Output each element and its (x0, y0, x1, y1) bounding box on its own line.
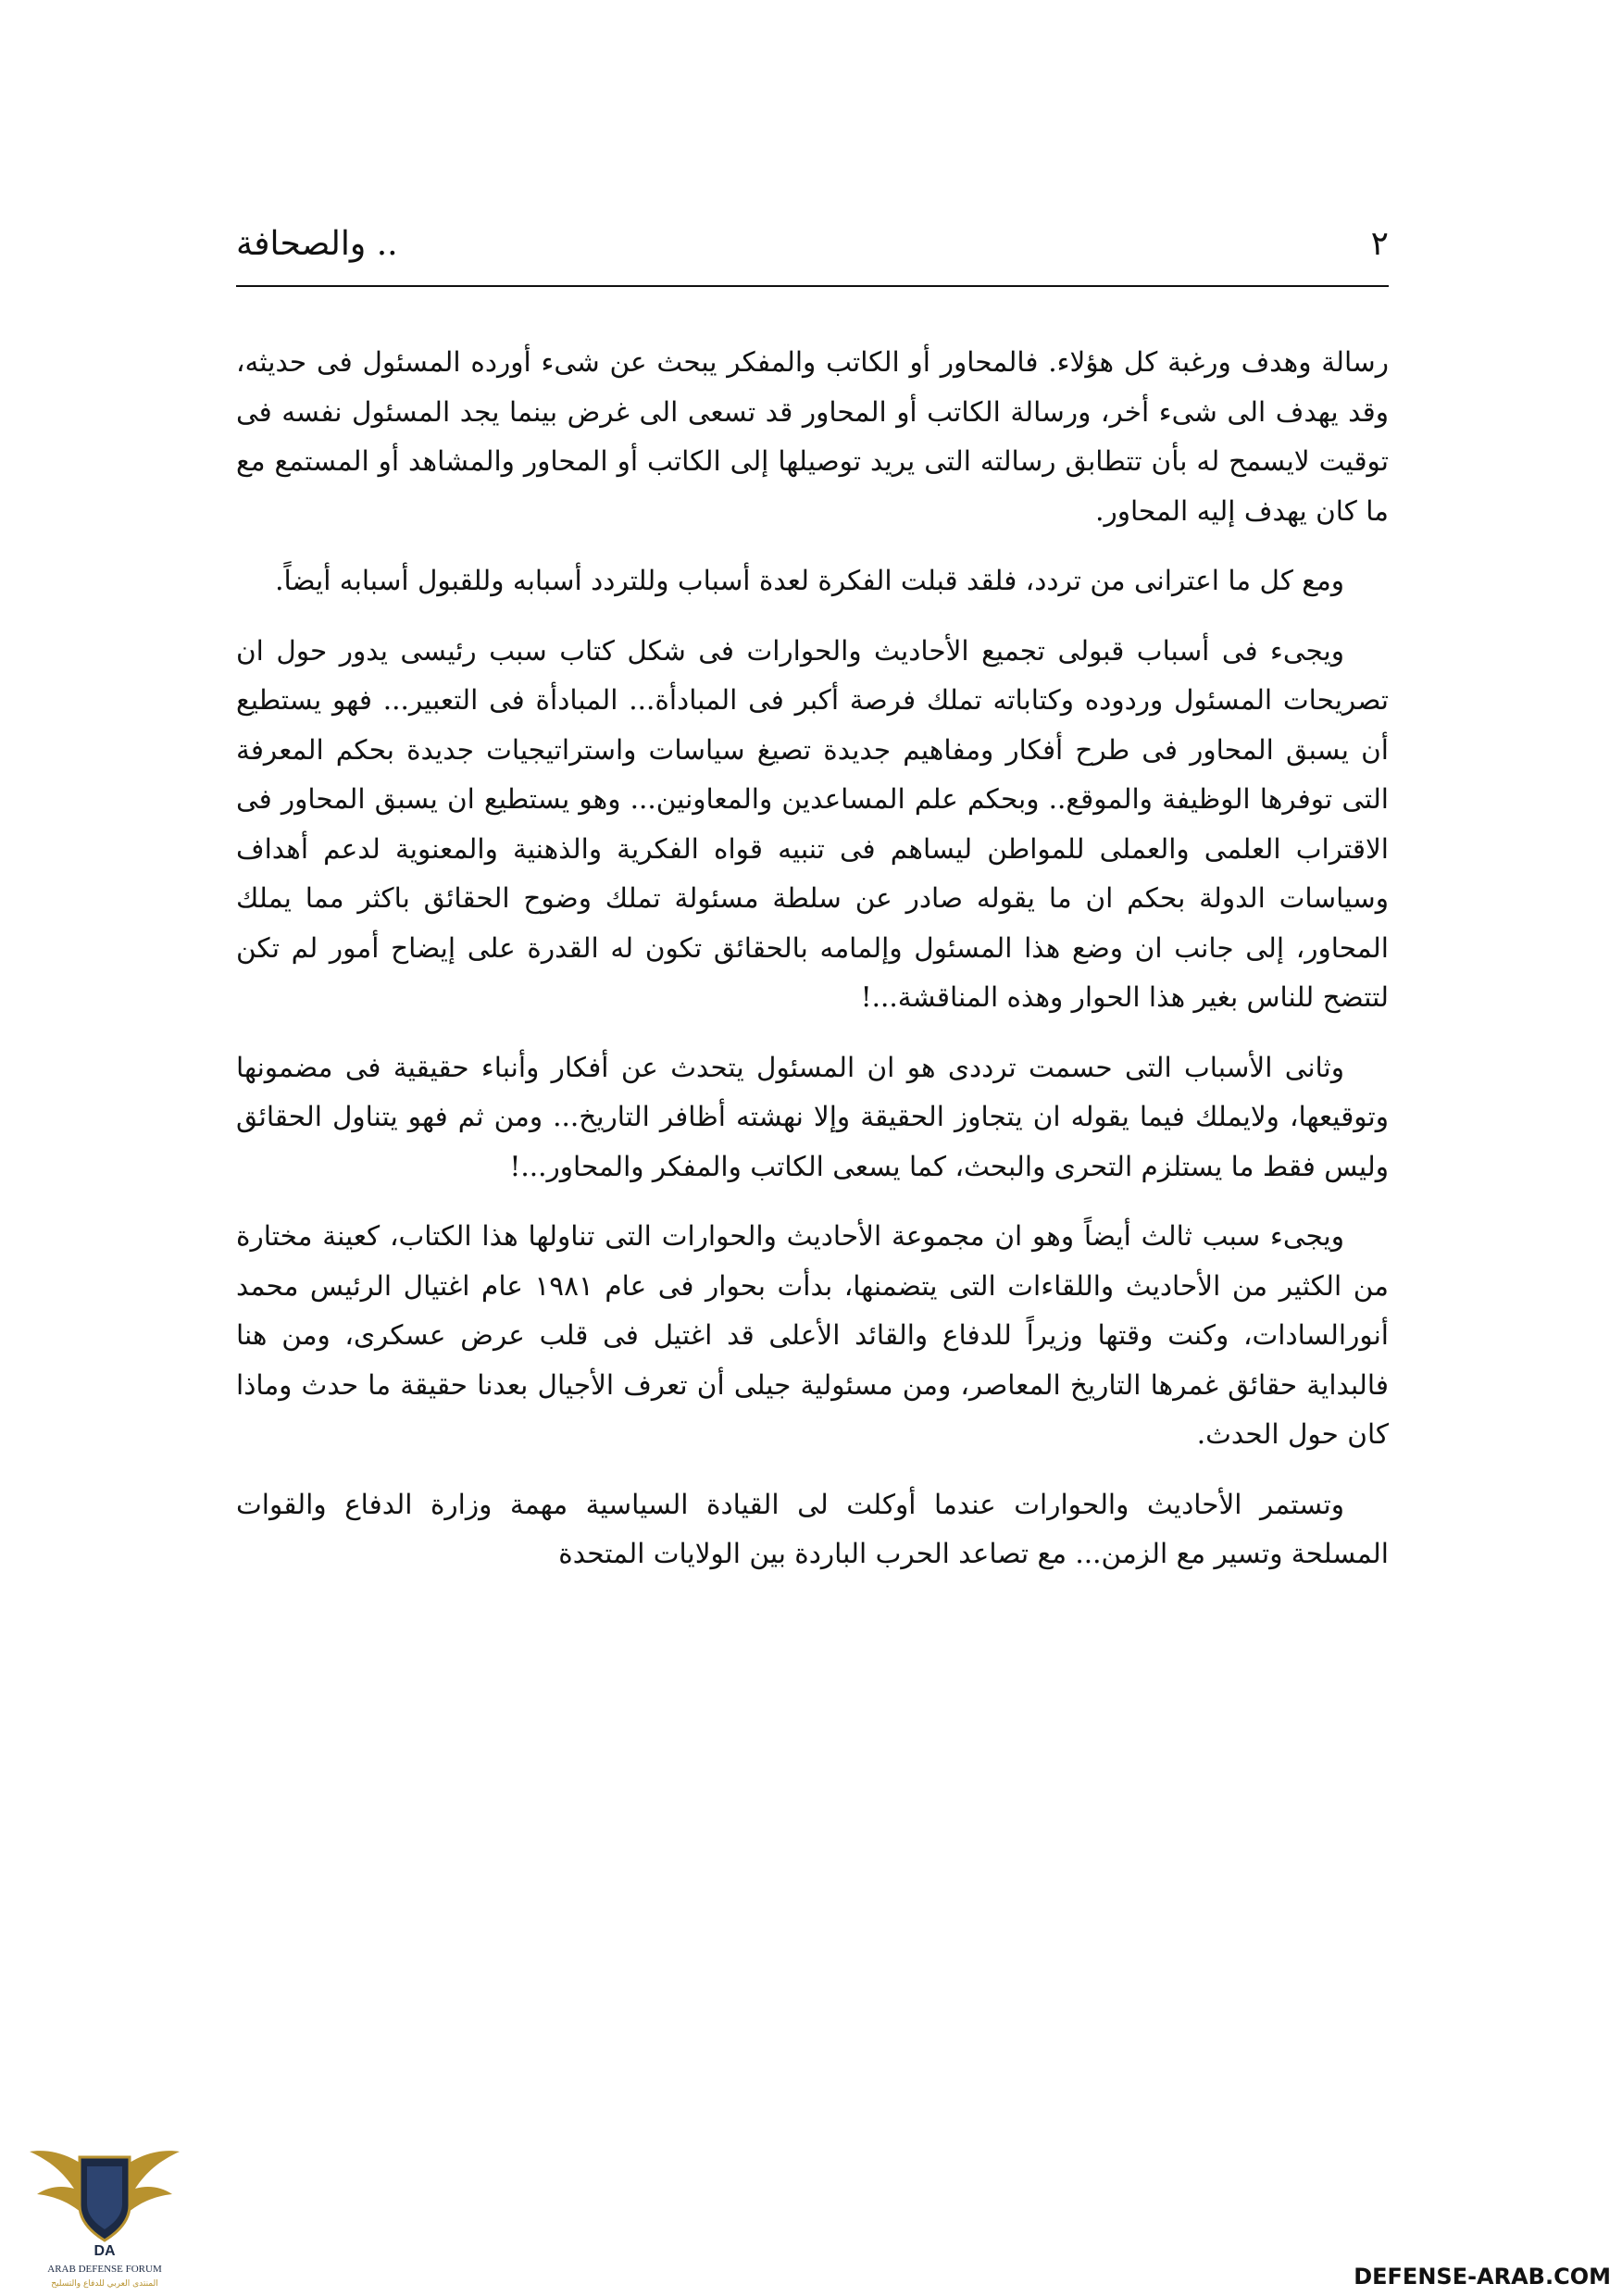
site-watermark: DEFENSE-ARAB.COM (1354, 2264, 1611, 2290)
logo-name: ARAB DEFENSE FORUM (47, 2264, 162, 2275)
paragraph: وتستمر الأحاديث والحوارات عندما أوكلت لى القيادة السياسية مهمة وزارة الدفاع والقوات المسلحة وتسير مع الزمن... مع تصاعد الحرب الباردة بين الولايات المتحدة (236, 1488, 1389, 1569)
paragraph: ويجىء فى أسباب قبولى تجميع الأحاديث والحوارات فى شكل كتاب سبب رئيسى يدور حول ان تصريحات المسئول وردوده وكتاباته تملك فرصة أكبر فى المبادأة... المبادأة فى التعبير... فهو يستطيع أن يسبق المحاور فى طرح أفكار ومفاهيم جديدة تصيغ سياسات واستراتيجيات جديدة بحكم المعرفة التى توفرها الوظيفة والموقع.. وبحكم علم المساعدين والمعاونين... وهو يستطيع ان يسبق المحاور فى الاقتراب العلمى والعملى للمواطن ليساهم فى تنبيه قواه الفكرية والذهنية والمعنوية لدعم أهداف وسياسات الدولة بحكم ان ما يقوله صادر عن سلطة مسئولة تملك وضوح الحقائق باكثر مما يملك المحاور، إلى جانب ان وضع هذا المسئول وإلمامه بالحقائق تكون له القدرة على إيضاح أمور لم تكن لتتضح للناس بغير هذا الحوار وهذه المناقشة...! (236, 634, 1389, 1013)
header-divider (236, 285, 1389, 287)
running-title: .. والصحافة (236, 225, 398, 263)
logo-tagline: المنتدى العربي للدفاع والتسليح (51, 2279, 158, 2289)
paragraph: رسالة وهدف ورغبة كل هؤلاء. فالمحاور أو الكاتب والمفكر يبحث عن شىء أورده المسئول فى حديثه، وقد يهدف الى شىء أخر، ورسالة الكاتب أو المحاور قد تسعى الى غرض بينما يجد المسئول نفسه فى توقيت لايسمح له بأن تتطابق رسالته التى يريد توصيلها إلى الكاتب أو المحاور والمشاهد أو المستمع مع ما كان يهدف إليه المحاور. (236, 346, 1389, 527)
arab-defense-forum-logo (26, 2120, 183, 2291)
logo-initials: DA (94, 2243, 116, 2259)
body-text (236, 338, 1389, 1600)
page-number: ٢ (1370, 225, 1389, 263)
paragraph: ومع كل ما اعترانى من تردد، فلقد قبلت الفكرة لعدة أسباب وللتردد أسبابه وللقبول أسبابه أيضاً. (275, 565, 1344, 596)
paragraph: ويجىء سبب ثالث أيضاً وهو ان مجموعة الأحاديث والحوارات التى تناولها هذا الكتاب، كعينة مختارة من الكثير من الأحاديث واللقاءات التى يتضمنها، بدأت بحوار فى عام ١٩٨١ عام اغتيال الرئيس محمد أنورالسادات، وكنت وقتها وزيراً للدفاع والقائد الأعلى قد اغتيل فى قلب عرض عسكرى، ومن هنا فالبداية حقائق غمرها التاريخ المعاصر، ومن مسئولية جيلى أن تعرف الأجيال بعدنا حقيقة ما حدث وماذا كان حول الحدث. (236, 1220, 1389, 1450)
paragraph: وثانى الأسباب التى حسمت ترددى هو ان المسئول يتحدث عن أفكار وأنباء حقيقية فى مضمونها وتوقيعها، ولايملك فيما يقوله ان يتجاوز الحقيقة وإلا نهشته أظافر التاريخ... ومن ثم فهو يتناول الحقائق وليس فقط ما يستلزم التحرى والبحث، كما يسعى الكاتب والمفكر والمحاور...! (236, 1051, 1389, 1182)
page-header (236, 220, 1389, 276)
